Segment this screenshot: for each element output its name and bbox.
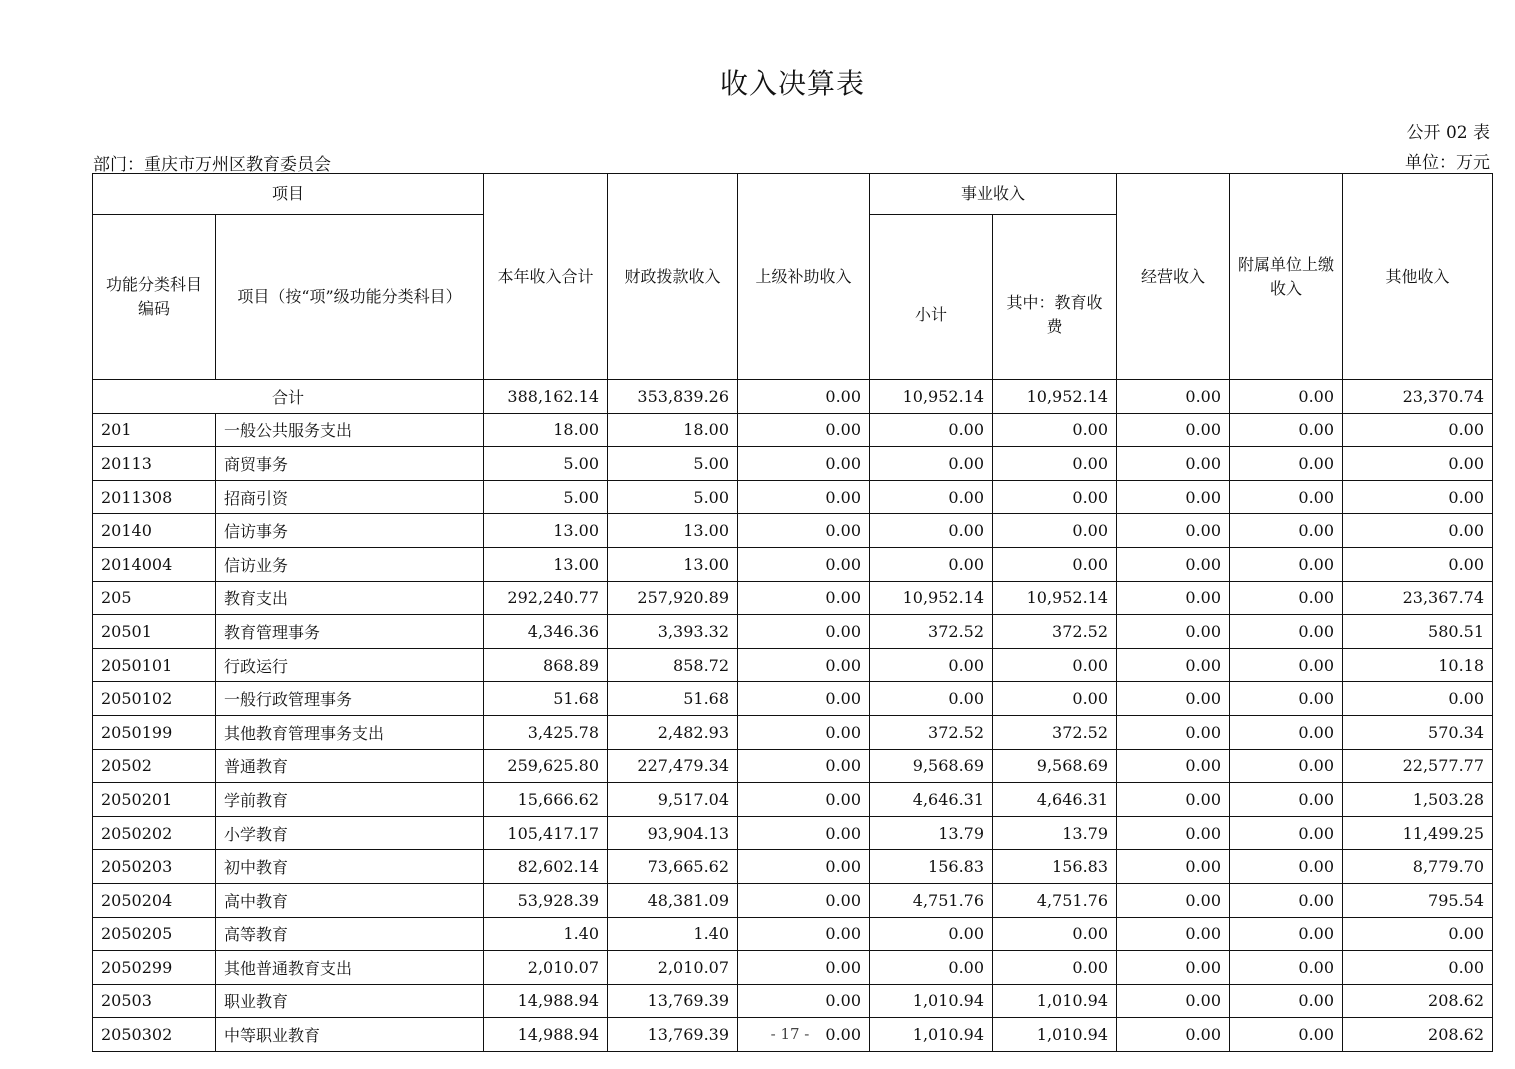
row-value: 0.00 [1230,581,1343,615]
header-code: 功能分类科目编码 [93,215,216,380]
row-value: 53,928.39 [484,883,608,917]
row-value: 15,666.62 [484,783,608,817]
row-value: 9,568.69 [993,749,1117,783]
row-value: 0.00 [870,447,993,481]
row-code: 2050202 [93,816,216,850]
row-value: 14,988.94 [484,1018,608,1052]
row-name: 招商引资 [216,480,484,514]
row-value: 0.00 [1230,547,1343,581]
table-row [93,547,1493,581]
row-value: 0.00 [738,682,870,716]
row-value: 0.00 [738,480,870,514]
row-name: 其他普通教育支出 [216,951,484,985]
total-cell: 10,952.14 [870,380,993,414]
header-career: 事业收入 [870,174,1117,215]
row-value: 0.00 [870,547,993,581]
row-value: 0.00 [1230,715,1343,749]
row-value: 1.40 [484,917,608,951]
row-value: 1,010.94 [993,1018,1117,1052]
row-value: 0.00 [870,951,993,985]
row-value: 0.00 [1117,413,1230,447]
row-value: 0.00 [993,447,1117,481]
row-name: 普通教育 [216,749,484,783]
row-value: 0.00 [738,951,870,985]
row-value: 208.62 [1343,1018,1493,1052]
row-value: 22,577.77 [1343,749,1493,783]
row-value: 73,665.62 [608,850,738,884]
row-value: 227,479.34 [608,749,738,783]
row-value: 0.00 [1117,783,1230,817]
row-value: 0.00 [1230,984,1343,1018]
row-value: 0.00 [1230,883,1343,917]
row-value: 1,503.28 [1343,783,1493,817]
row-value: 51.68 [608,682,738,716]
header-superior: 上级补助收入 [738,174,870,380]
row-value: 10,952.14 [870,581,993,615]
row-value: 0.00 [738,514,870,548]
row-value: 14,988.94 [484,984,608,1018]
row-value: 0.00 [993,413,1117,447]
header-fiscal: 财政拨款收入 [608,174,738,380]
row-value: 259,625.80 [484,749,608,783]
row-code: 2050101 [93,648,216,682]
table-row [93,413,1493,447]
department-label: 部门：重庆市万州区教育委员会 [93,155,331,175]
row-value: 0.00 [1117,951,1230,985]
table-row [93,581,1493,615]
row-value: 18.00 [608,413,738,447]
row-code: 2050204 [93,883,216,917]
table-row [93,682,1493,716]
row-value: 1,010.94 [870,984,993,1018]
row-value: 0.00 [1117,648,1230,682]
row-value: 4,751.76 [870,883,993,917]
row-value: 0.00 [1117,615,1230,649]
row-value: 292,240.77 [484,581,608,615]
row-code: 2050302 [93,1018,216,1052]
row-value: 0.00 [1117,682,1230,716]
row-value: 0.00 [1343,682,1493,716]
row-value: 0.00 [1230,615,1343,649]
header-business: 经营收入 [1117,174,1230,380]
row-value: 0.00 [1230,682,1343,716]
row-value: 0.00 [1117,715,1230,749]
row-value: 13.00 [484,514,608,548]
row-value: 0.00 [1117,883,1230,917]
row-value: 13,769.39 [608,1018,738,1052]
row-value: 372.52 [993,715,1117,749]
row-value: 570.34 [1343,715,1493,749]
row-code: 20140 [93,514,216,548]
row-value: 0.00 [738,648,870,682]
row-name: 信访事务 [216,514,484,548]
row-value: 1,010.94 [870,1018,993,1052]
row-value: 372.52 [870,615,993,649]
row-name: 教育支出 [216,581,484,615]
row-value: 0.00 [738,917,870,951]
row-value: 5.00 [484,447,608,481]
row-code: 2050299 [93,951,216,985]
row-value: 0.00 [870,514,993,548]
row-value: 0.00 [993,547,1117,581]
row-value: 0.00 [1117,816,1230,850]
row-value: 0.00 [1343,514,1493,548]
row-value: 4,346.36 [484,615,608,649]
row-name: 高等教育 [216,917,484,951]
row-value: 0.00 [738,615,870,649]
row-name: 教育管理事务 [216,615,484,649]
row-value: 0.00 [1343,951,1493,985]
row-value: 0.00 [993,514,1117,548]
row-value: 0.00 [1343,547,1493,581]
row-value: 2,482.93 [608,715,738,749]
row-name: 一般公共服务支出 [216,413,484,447]
page-title: 收入决算表 [719,67,865,100]
total-cell: 10,952.14 [993,380,1117,414]
row-value: 5.00 [484,480,608,514]
row-code: 2050203 [93,850,216,884]
row-value: 0.00 [1230,514,1343,548]
header-subtotal: 小计 [870,215,993,380]
row-value: 372.52 [870,715,993,749]
total-cell: 0.00 [1230,380,1343,414]
row-value: 0.00 [1343,480,1493,514]
row-value: 0.00 [1230,447,1343,481]
row-value: 0.00 [738,850,870,884]
row-code: 2050102 [93,682,216,716]
row-value: 0.00 [1117,547,1230,581]
row-value: 0.00 [1230,749,1343,783]
row-value: 0.00 [1230,850,1343,884]
row-value: 156.83 [993,850,1117,884]
table-row [93,514,1493,548]
unit-label: 单位：万元 [1405,153,1490,173]
row-code: 2011308 [93,480,216,514]
row-value: 0.00 [1230,951,1343,985]
header-edu-fee: 其中：教育收费 [993,215,1117,380]
row-name: 其他教育管理事务支出 [216,715,484,749]
row-code: 205 [93,581,216,615]
form-number: 公开 02 表 [1406,123,1490,143]
row-code: 2050201 [93,783,216,817]
row-value: 0.00 [1117,581,1230,615]
row-value: 0.00 [738,547,870,581]
row-name: 小学教育 [216,816,484,850]
row-value: 0.00 [1117,984,1230,1018]
row-value: 0.00 [1117,480,1230,514]
total-cell: 23,370.74 [1343,380,1493,414]
row-value: 3,393.32 [608,615,738,649]
row-value: 51.68 [484,682,608,716]
table-row [93,917,1493,951]
row-value: 0.00 [1117,447,1230,481]
row-code: 201 [93,413,216,447]
row-value: 0.00 [1230,816,1343,850]
row-value: 1.40 [608,917,738,951]
row-value: 0.00 [738,883,870,917]
table-row [93,850,1493,884]
row-value: 0.00 [738,816,870,850]
row-value: 0.00 [738,984,870,1018]
row-value: 0.00 [1117,1018,1230,1052]
row-value: 0.00 [993,917,1117,951]
row-value: 10,952.14 [993,581,1117,615]
row-value: 372.52 [993,615,1117,649]
row-value: 0.00 [738,581,870,615]
row-code: 2014004 [93,547,216,581]
row-value: 13,769.39 [608,984,738,1018]
row-value: 48,381.09 [608,883,738,917]
row-value: 13.00 [608,514,738,548]
row-value: 82,602.14 [484,850,608,884]
row-value: 0.00 [738,447,870,481]
row-name: 商贸事务 [216,447,484,481]
total-cell: 0.00 [1117,380,1230,414]
row-code: 20113 [93,447,216,481]
total-cell: 0.00 [738,380,870,414]
table-row [93,749,1493,783]
row-value: 105,417.17 [484,816,608,850]
row-value: 23,367.74 [1343,581,1493,615]
table-row [93,984,1493,1018]
table-row [93,648,1493,682]
row-value: 13.00 [484,547,608,581]
row-value: 0.00 [1230,413,1343,447]
row-code: 20501 [93,615,216,649]
row-value: 0.00 [1230,917,1343,951]
row-name: 职业教育 [216,984,484,1018]
row-name: 中等职业教育 [216,1018,484,1052]
row-value: 13.79 [993,816,1117,850]
header-affiliated: 附属单位上缴收入 [1230,174,1343,380]
income-table [92,173,1493,1052]
row-value: 2,010.07 [608,951,738,985]
row-value: 0.00 [1117,850,1230,884]
row-value: 208.62 [1343,984,1493,1018]
row-value: 0.00 [870,480,993,514]
row-value: 858.72 [608,648,738,682]
row-value: 9,568.69 [870,749,993,783]
row-value: 4,751.76 [993,883,1117,917]
row-code: 20502 [93,749,216,783]
row-value: 0.00 [1117,514,1230,548]
row-value: 0.00 [738,783,870,817]
row-value: 18.00 [484,413,608,447]
header-item: 项目 [93,174,484,215]
row-value: 0.00 [1230,1018,1343,1052]
row-value: 13.79 [870,816,993,850]
row-value: 0.00 [1230,783,1343,817]
table-row [93,715,1493,749]
row-value: 4,646.31 [993,783,1117,817]
row-name: 信访业务 [216,547,484,581]
row-value: 868.89 [484,648,608,682]
row-value: 257,920.89 [608,581,738,615]
table-row [93,783,1493,817]
row-value: 0.00 [1343,917,1493,951]
page-number: - 17 - [770,1025,810,1043]
row-value: 5.00 [608,480,738,514]
row-value: 0.00 [870,682,993,716]
row-value: 5.00 [608,447,738,481]
row-value: 4,646.31 [870,783,993,817]
row-name: 一般行政管理事务 [216,682,484,716]
table-body [93,380,1493,1052]
header-total: 本年收入合计 [484,174,608,380]
row-value: 93,904.13 [608,816,738,850]
table-row [93,816,1493,850]
row-value: 0.00 [738,749,870,783]
total-cell: 353,839.26 [608,380,738,414]
row-value: 10.18 [1343,648,1493,682]
header-name: 项目（按“项”级功能分类科目） [216,215,484,380]
row-value: 0.00 [870,917,993,951]
row-name: 高中教育 [216,883,484,917]
row-value: 0.00 [1343,413,1493,447]
row-name: 行政运行 [216,648,484,682]
row-value: 580.51 [1343,615,1493,649]
row-value: 0.00 [993,480,1117,514]
table-row [93,883,1493,917]
row-name: 学前教育 [216,783,484,817]
row-value: 8,779.70 [1343,850,1493,884]
row-value: 0.00 [738,413,870,447]
row-value: 0.00 [738,1018,870,1052]
total-cell: 388,162.14 [484,380,608,414]
row-value: 9,517.04 [608,783,738,817]
table-row [93,951,1493,985]
total-label: 合计 [93,380,484,414]
row-value: 1,010.94 [993,984,1117,1018]
row-value: 2,010.07 [484,951,608,985]
table-row [93,480,1493,514]
row-value: 0.00 [870,648,993,682]
row-code: 2050199 [93,715,216,749]
row-value: 0.00 [738,715,870,749]
row-value: 0.00 [1343,447,1493,481]
row-value: 0.00 [993,682,1117,716]
row-value: 795.54 [1343,883,1493,917]
table-row [93,615,1493,649]
row-value: 0.00 [1230,480,1343,514]
total-row [93,380,1493,414]
row-value: 0.00 [1117,917,1230,951]
row-code: 2050205 [93,917,216,951]
row-value: 0.00 [1230,648,1343,682]
row-name: 初中教育 [216,850,484,884]
row-value: 0.00 [993,951,1117,985]
row-value: 0.00 [1117,749,1230,783]
row-value: 13.00 [608,547,738,581]
header-other: 其他收入 [1343,174,1493,380]
row-code: 20503 [93,984,216,1018]
row-value: 11,499.25 [1343,816,1493,850]
row-value: 0.00 [993,648,1117,682]
row-value: 0.00 [870,413,993,447]
row-value: 3,425.78 [484,715,608,749]
row-value: 156.83 [870,850,993,884]
table-row [93,447,1493,481]
